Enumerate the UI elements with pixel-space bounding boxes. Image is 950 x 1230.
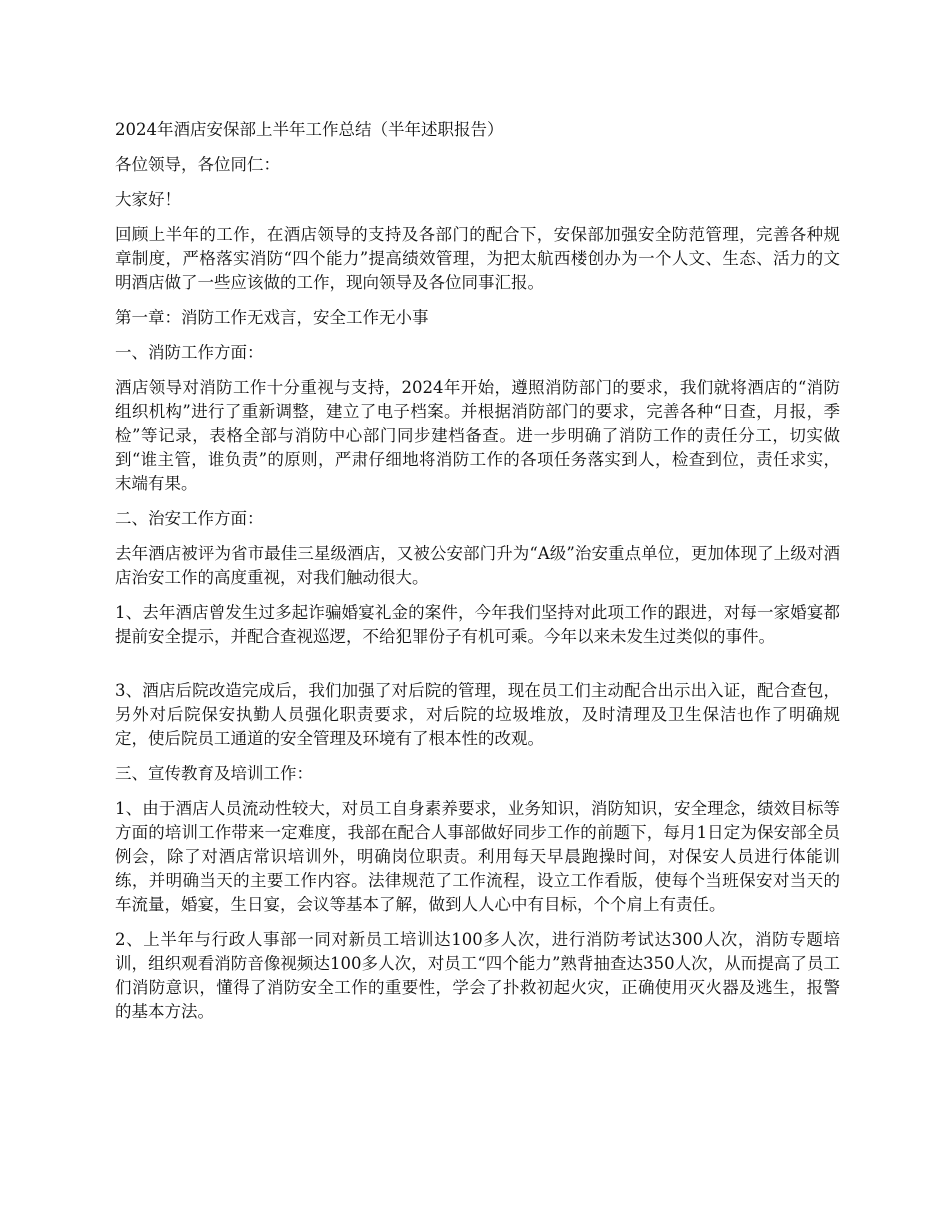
security-item-3: 3、酒店后院改造完成后，我们加强了对后院的管理，现在员工们主动配合出示出入证，配合查包，另外对后院保安执勤人员强化职责要求，对后院的垃圾堆放，及时清理及卫生保洁也作了明确规定，使后院员工通道的安全管理及环境有了根本性的改观。 [115,681,840,748]
section-heading-training: 三、宣传教育及培训工作： [115,764,313,783]
security-intro-paragraph: 去年酒店被评为省市最佳三星级酒店，又被公安部门升为“A级”治安重点单位，更加体现了上级对酒店治安工作的高度重视，对我们触动很大。 [115,544,840,587]
section-heading-fire: 一、消防工作方面： [115,343,264,362]
document-title: 2024年酒店安保部上半年工作总结（半年述职报告） [115,120,504,139]
salutation: 各位领导，各位同仁： [115,155,280,174]
greeting: 大家好！ [115,190,181,209]
security-item-1: 1、去年酒店曾发生过多起诈骗婚宴礼金的案件，今年我们坚持对此项工作的跟进，对每一家婚宴都提前安全提示，并配合查视巡逻，不给犯罪份子有机可乘。今年以来未发生过类似的事件。 [115,603,840,646]
section-heading-security: 二、治安工作方面： [115,509,264,528]
document-page [115,118,840,1035]
chapter-heading: 第一章：消防工作无戏言，安全工作无小事 [115,308,429,327]
training-item-2: 2、上半年与行政人事部一同对新员工培训达100多人次，进行消防考试达300人次，消防专题培训，组织观看消防音像视频达100多人次，对员工“四个能力”熟背抽查达350人次，从而提高了员工们消防意识，懂得了消防安全工作的重要性，学会了扑救初起火灾，正确使用灭火器及逃生，报警的基本方法。 [115,930,840,1021]
training-item-1: 1、由于酒店人员流动性较大，对员工自身素养要求，业务知识，消防知识，安全理念，绩效目标等方面的培训工作带来一定难度，我部在配合人事部做好同步工作的前题下，每月1日定为保安部全员例会，除了对酒店常识培训外，明确岗位职责。利用每天早晨跑操时间，对保安人员进行体能训练，并明确当天的主要工作内容。法律规范了工作流程，设立工作看版，使每个当班保安对当天的车流量，婚宴，生日宴，会议等基本了解，做到人人心中有目标，个个肩上有责任。 [115,799,840,914]
fire-work-paragraph: 酒店领导对消防工作十分重视与支持，2024年开始，遵照消防部门的要求，我们就将酒店的“消防组织机构”进行了重新调整，建立了电子档案。并根据消防部门的要求，完善各种“日查，月报，季检”等记录，表格全部与消防中心部门同步建档备查。进一步明确了消防工作的责任分工，切实做到“谁主管，谁负责”的原则，严肃仔细地将消防工作的各项任务落实到人，检查到位，责任求实，末端有果。 [115,378,840,493]
intro-paragraph: 回顾上半年的工作，在酒店领导的支持及各部门的配合下，安保部加强安全防范管理，完善各种规章制度，严格落实消防“四个能力”提高绩效管理，为把太航西楼创办为一个人文、生态、活力的文明酒店做了一些应该做的工作，现向领导及各位同事汇报。 [115,225,840,292]
